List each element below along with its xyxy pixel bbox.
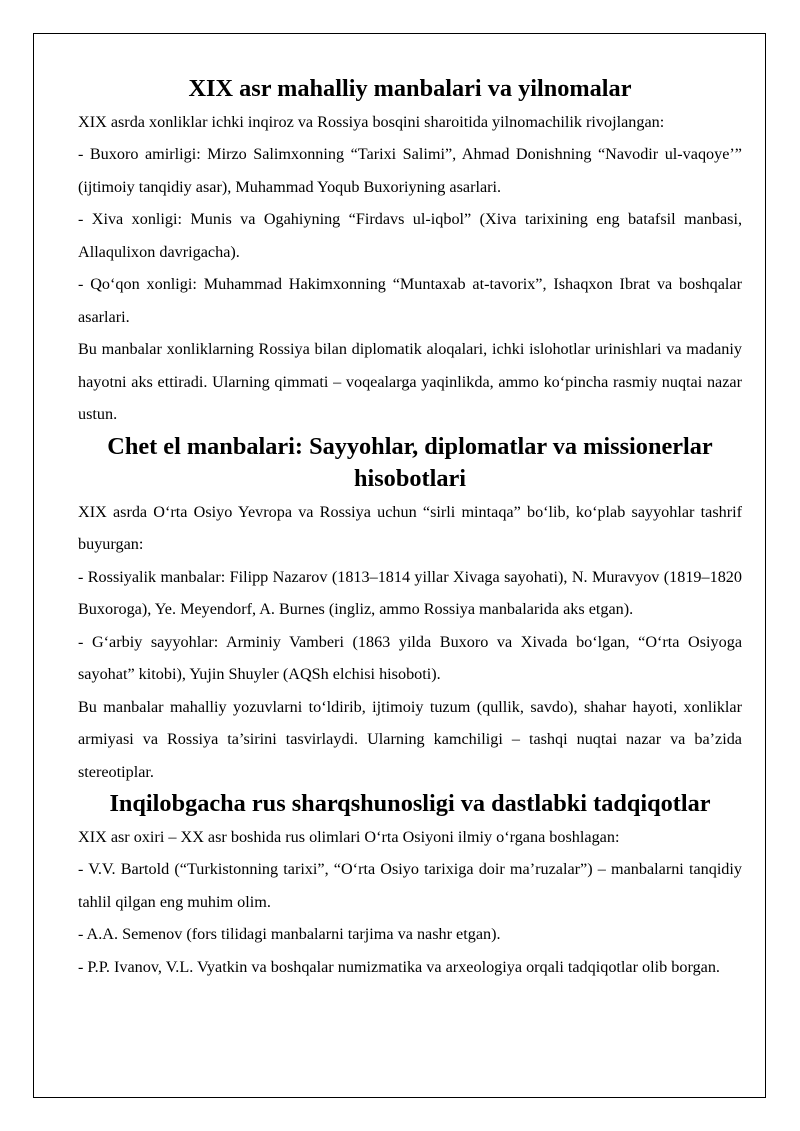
section-heading-local-sources: XIX asr mahalliy manbalari va yilnomalar — [188, 75, 632, 102]
paragraph: - G‘arbiy sayyohlar: Arminiy Vamberi (1863 yilda Buxoro va Xivada bo‘lgan, “O‘rta Osiyoga sayohat” kitobi), Yujin Shuyler (AQSh elchisi hisoboti). — [78, 632, 742, 683]
section-heading-foreign-sources: Chet el manbalari: Sayyohlar, diplomatlar va missionerlar hisobotlari — [107, 432, 713, 492]
paragraph: - Buxoro amirligi: Mirzo Salimxonning “Tarixi Salimi”, Ahmad Donishning “Navodir ul-vaqoye’” (ijtimoiy tanqidiy asar), Muhammad Yoqub Buxoriyning asarlari. — [78, 145, 742, 196]
paragraph: XIX asrda O‘rta Osiyo Yevropa va Rossiya uchun “sirli mintaqa” bo‘lib, ko‘plab sayyohlar tashrif buyurgan: — [78, 502, 742, 553]
paragraph: XIX asrda xonliklar ichki inqiroz va Rossiya bosqini sharoitida yilnomachilik rivojlangan: — [78, 112, 665, 131]
paragraph: - Qo‘qon xonligi: Muhammad Hakimxonning “Muntaxab at-tavorix”, Ishaqxon Ibrat va boshqalar asarlari. — [78, 275, 742, 326]
document-body — [78, 73, 742, 983]
paragraph: XIX asr oxiri – XX asr boshida rus olimlari O‘rta Osiyoni ilmiy o‘rgana boshlagan: — [78, 827, 620, 846]
paragraph: - A.A. Semenov (fors tilidagi manbalarni tarjima va nashr etgan). — [78, 925, 501, 943]
paragraph: - Xiva xonligi: Munis va Ogahiyning “Firdavs ul-iqbol” (Xiva tarixining eng batafsil manbasi, Allaqulixon davrigacha). — [78, 210, 742, 261]
paragraph: Bu manbalar mahalliy yozuvlarni to‘ldirib, ijtimoiy tuzum (qullik, savdo), shahar hayoti, xonliklar armiyasi va Rossiya ta’sirini tasvirlaydi. Ularning kamchiligi – tashqi nuqtai nazar va ba’zida stereotiplar. — [78, 697, 742, 781]
paragraph: - V.V. Bartold (“Turkistonning tarixi”, “O‘rta Osiyo tarixiga doir ma’ruzalar”) – manbalarni tanqidiy tahlil qilgan eng muhim olim. — [78, 860, 742, 911]
paragraph: - P.P. Ivanov, V.L. Vyatkin va boshqalar numizmatika va arxeologiya orqali tadqiqotlar olib borgan. — [78, 957, 720, 976]
paragraph: - Rossiyalik manbalar: Filipp Nazarov (1813–1814 yillar Xivaga sayohati), N. Muravyov (1819–1820 Buxoroga), Ye. Meyendorf, A. Burnes (ingliz, ammo Rossiya manbalarida aks etgan). — [78, 567, 742, 618]
section-heading-russian-orientalism: Inqilobgacha rus sharqshunosligi va dastlabki tadqiqotlar — [109, 790, 711, 817]
paragraph: Bu manbalar xonliklarning Rossiya bilan diplomatik aloqalari, ichki islohotlar urinishlari va madaniy hayotni aks ettiradi. Ularning qimmati – voqealarga yaqinlikda, ammo ko‘pincha rasmiy nuqtai nazar ustun. — [78, 340, 742, 423]
